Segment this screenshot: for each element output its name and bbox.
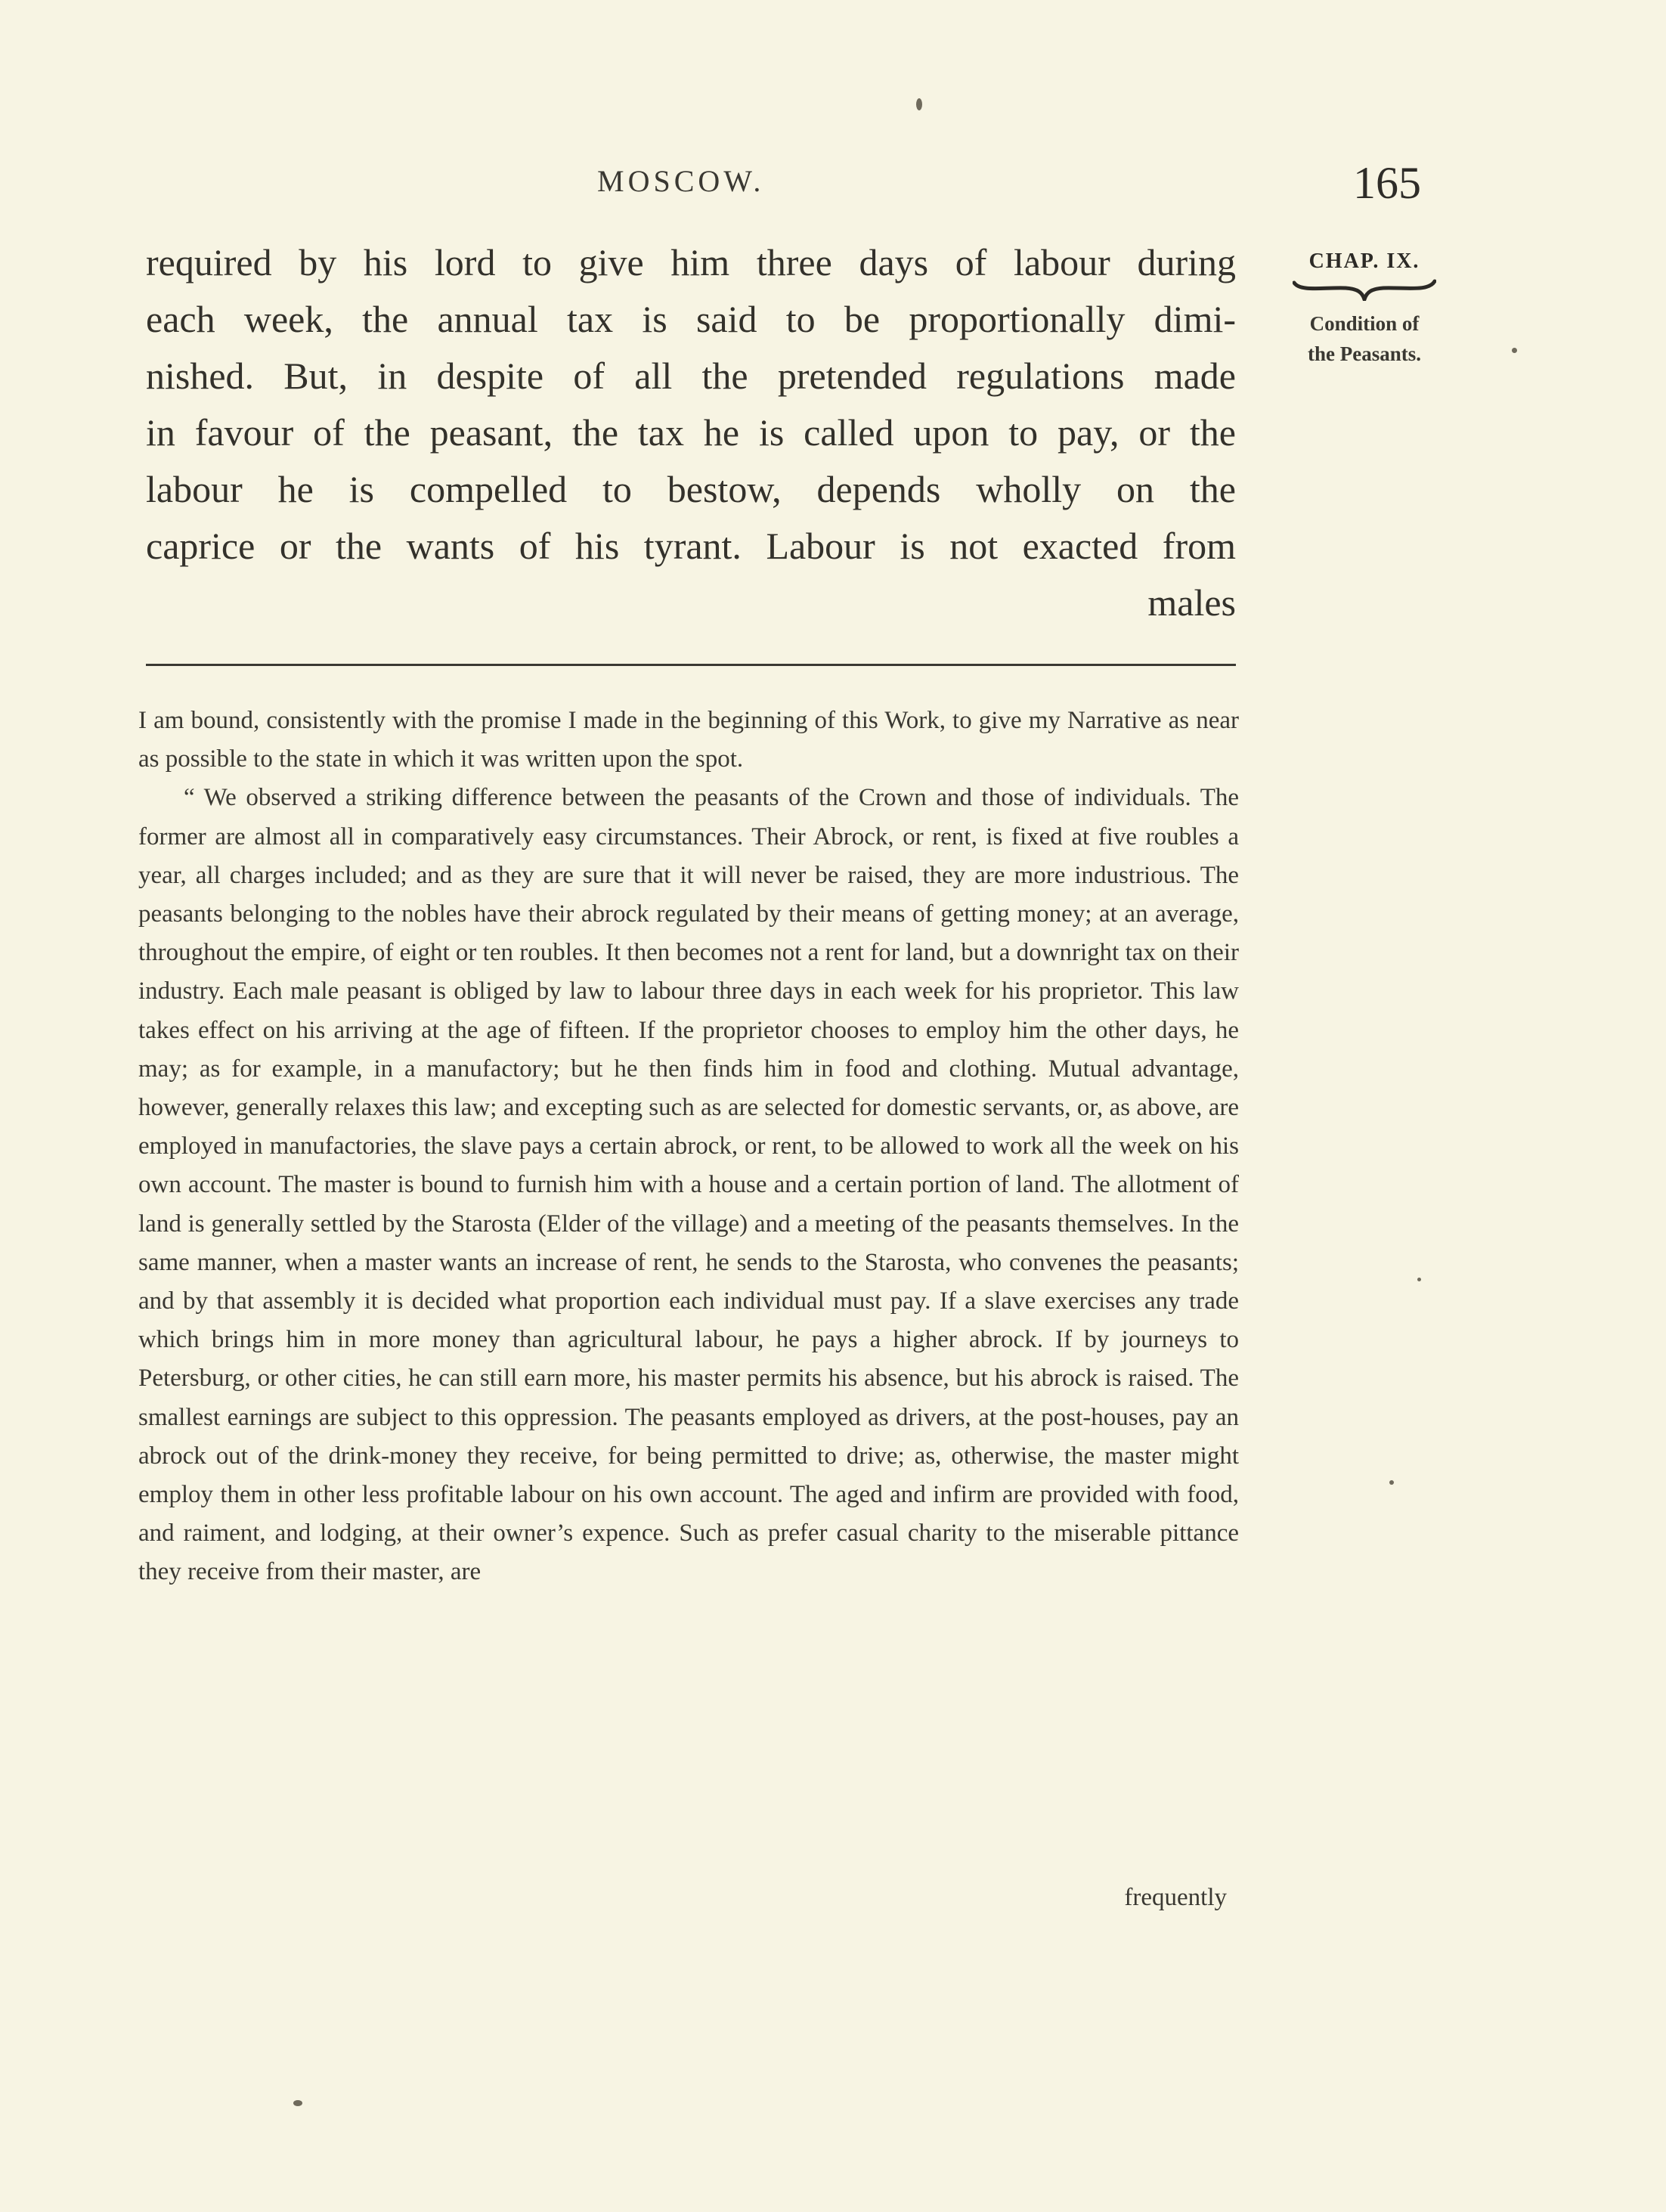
page-number: 165 [1353,158,1421,208]
ink-speck [293,2100,302,2106]
footnote-catchword: frequently [1124,1884,1227,1911]
footnote [138,702,1239,1592]
brace-ornament [1293,278,1436,301]
ink-speck [1417,1278,1421,1281]
running-head [0,157,1666,218]
main-text-line: required by his lord to give him three days of labour during [146,241,1236,283]
ink-speck [1512,348,1517,353]
ink-speck [916,98,922,110]
main-text [146,234,1236,631]
footnote-rule [146,664,1236,666]
ink-speck [1389,1480,1394,1485]
chapter-label: CHAP. IX. [1308,249,1420,273]
running-title: MOSCOW. [597,164,765,198]
main-text-line: labour he is compelled to bestow, depends wholly on the [146,468,1236,510]
main-text-line: in favour of the peasant, the tax he is called upon to pay, or the [146,411,1236,454]
main-text-line: caprice or the wants of his tyrant. Labour is not exacted from [146,525,1236,567]
main-text-line: each week, the annual tax is said to be proportionally dimi- [146,298,1236,340]
margin-note-line: Condition of [1309,312,1420,335]
margin-note [1285,249,1444,369]
footnote-paragraph: “ We observed a striking difference between the peasants of the Crown and those of individuals. The former are almost all in comparatively easy circumstances. Their Abrock, or rent, is fixed at five roubles a year, all charges included; and as they are sure that it will never be raised, they are more industrious. The peasants belonging to the nobles have their abrock regulated by their means of getting money; at an average, throughout the empire, of eight or ten roubles. It then becomes not a rent for land, but a downright tax on their industry. Each male peasant is obliged by law to labour three days in each week for his proprietor. This law takes effect on his arriving at the age of fifteen. If the proprietor chooses to employ him the other days, he may; as for example, in a manufactory; but he then finds him in food and clothing. Mutual advantage, however, generally relaxes this law; and excepting such as are selected for domestic servants, or, as above, are employed in manufactories, the slave pays a certain abrock, or rent, to be allowed to work all the week on his own account. The master is bound to furnish him with a house and a certain portion of land. The allotment of land is generally settled by the Starosta (Elder of the village) and a meeting of the peasants themselves. In the same manner, when a master wants an increase of rent, he sends to the Starosta, who convenes the peasants; and by that assembly it is decided what proportion each individual must pay. If a slave exercises any trade which brings him in more money than agricultural labour, he pays a higher abrock. If by journeys to Petersburg, or other cities, he can still earn more, his master permits his absence, but his abrock is raised. The smallest earnings are subject to this oppression. The peasants employed as drivers, at the post-houses, pay an abrock out of the drink-money they receive, for being permitted to drive; as, otherwise, the master might employ them in other less profitable labour on his own account. The aged and infirm are provided with food, and raiment, and lodging, at their owner’s expence. Such as prefer casual charity to the miserable pittance they receive from their master, are [138,784,1239,1586]
margin-note-line: the Peasants. [1308,342,1421,365]
main-text-line: nished. But, in despite of all the pretended regulations made [146,355,1236,397]
main-catchword: males [1147,581,1236,624]
footnote-paragraph: I am bound, consistently with the promise I made in the beginning of this Work, to give my Narrative as near as possible to the state in which it was written upon the spot. [138,707,1239,773]
